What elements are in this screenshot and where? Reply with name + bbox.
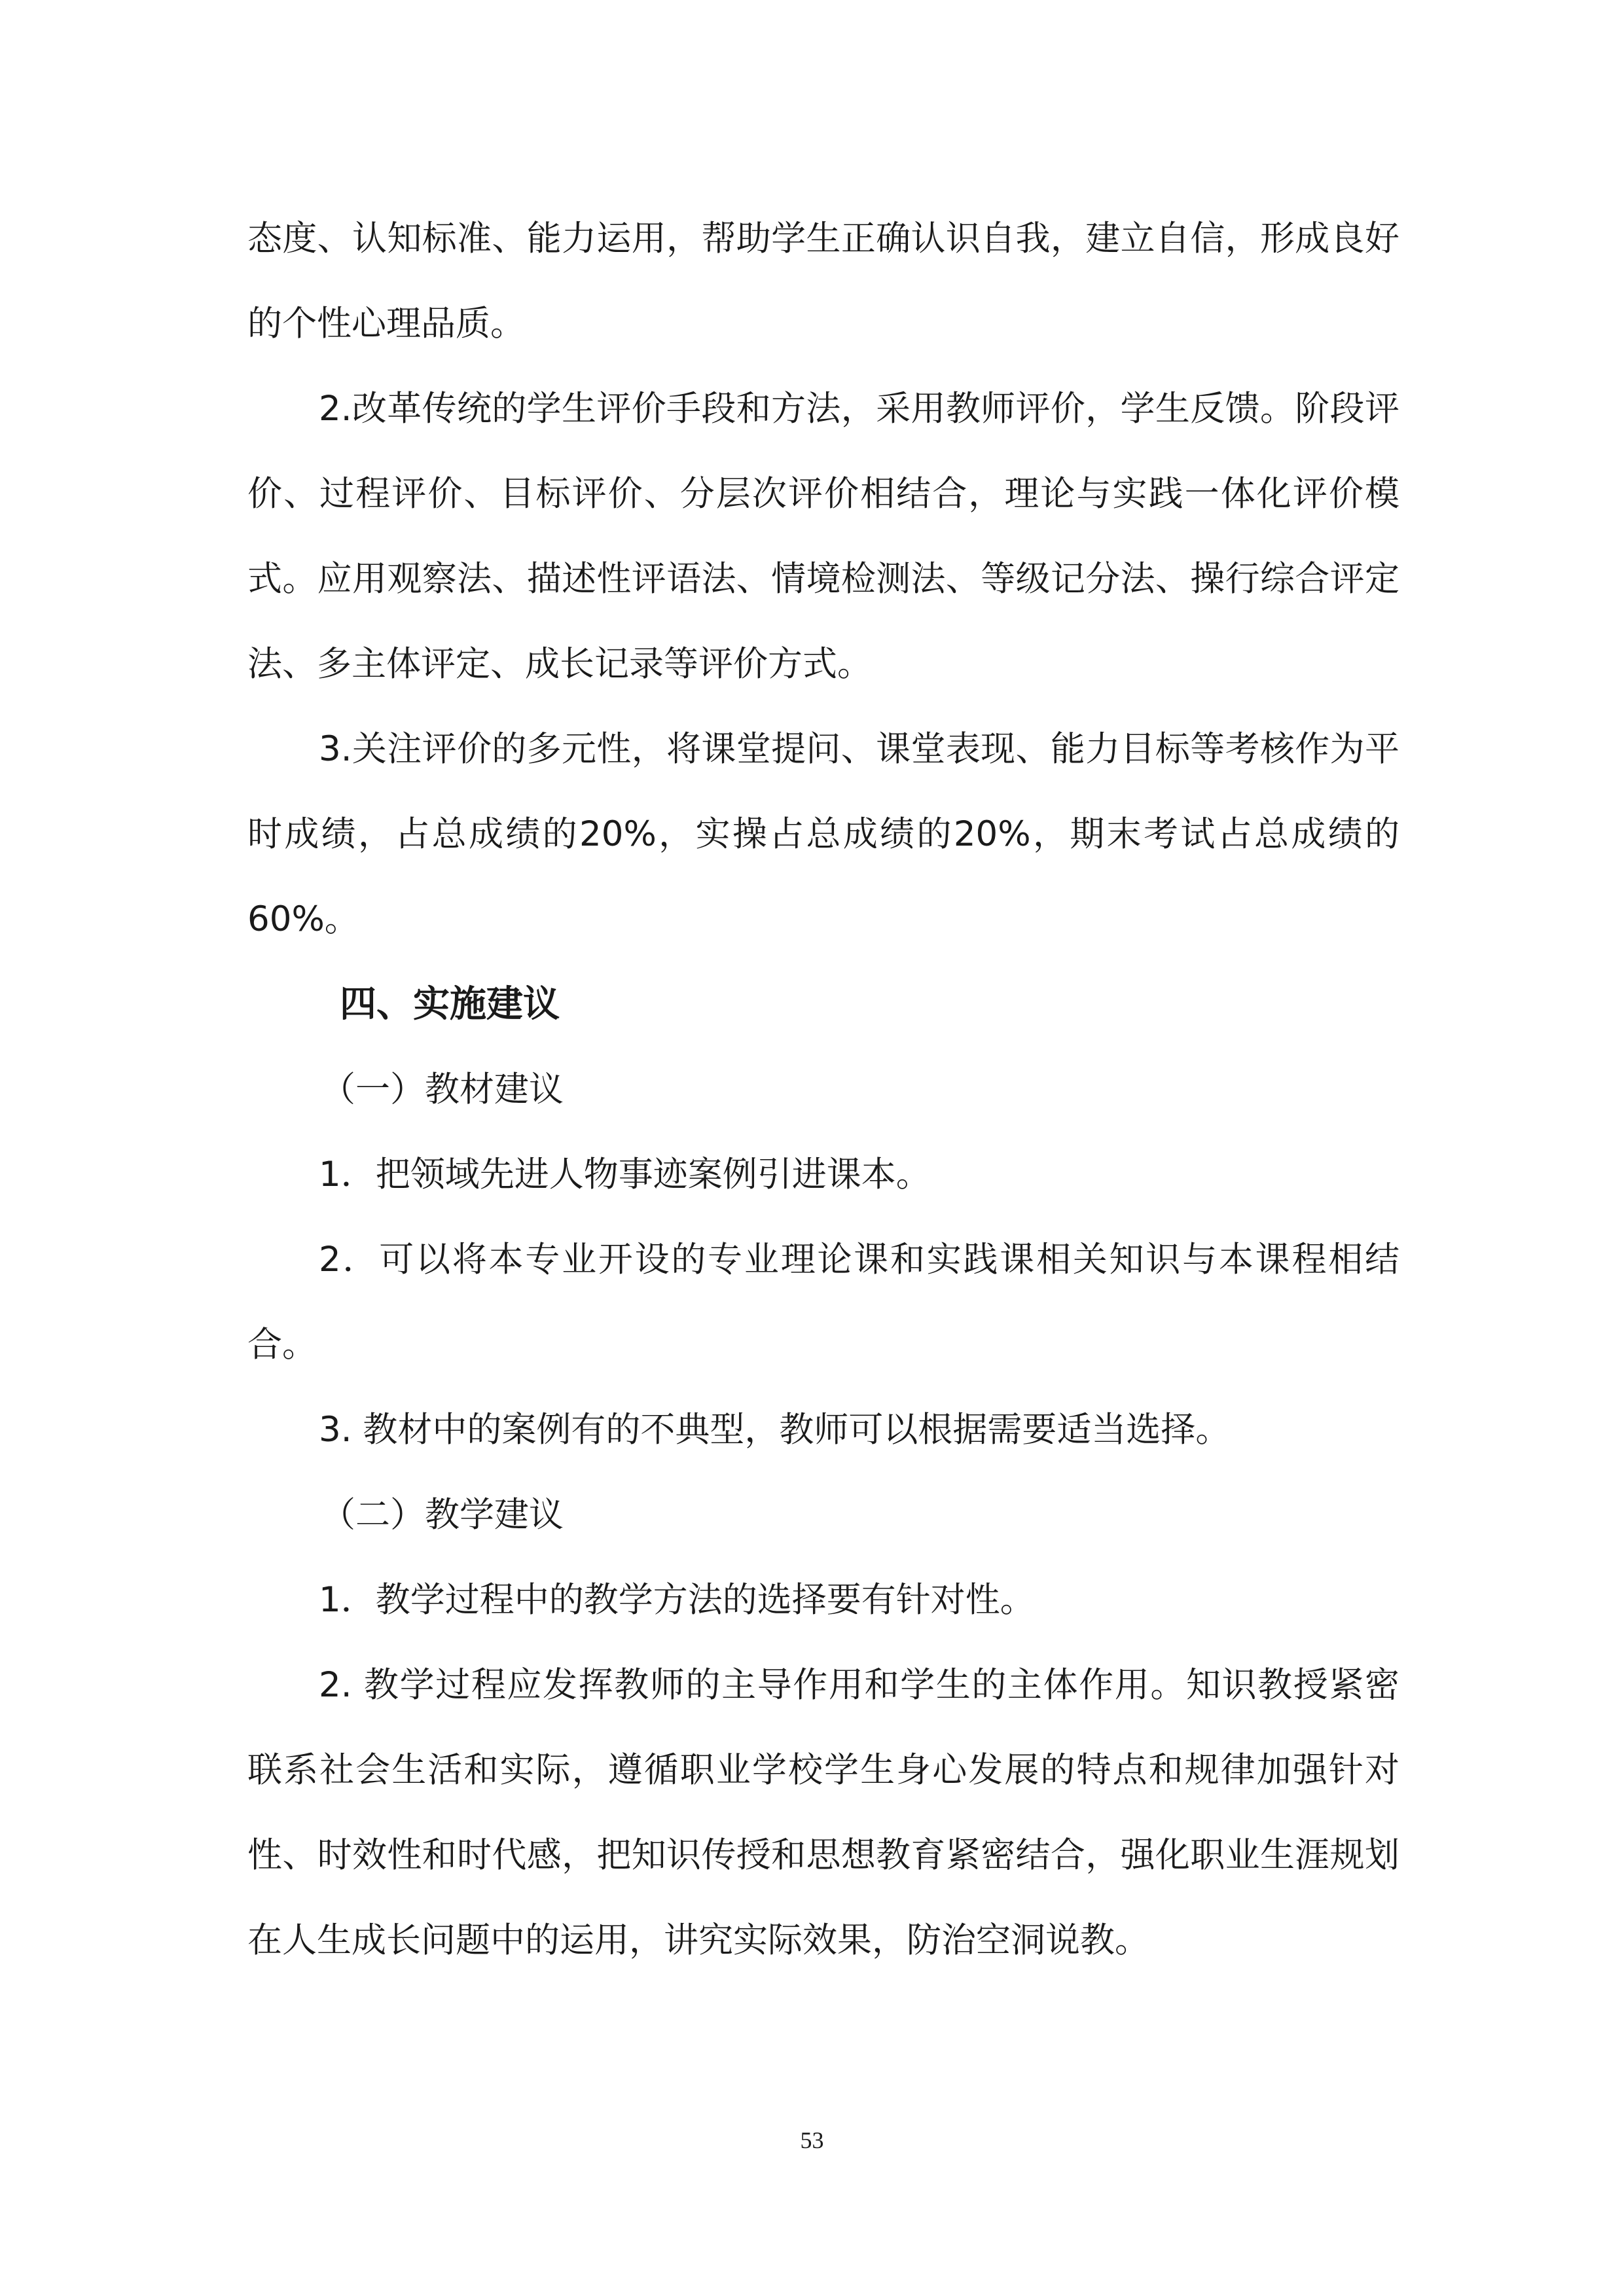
section-heading-implementation: 四、实施建议 [340, 983, 560, 1026]
subheading-teaching-suggestions: （二）教学建议 [321, 1495, 564, 1535]
teaching-item-2: 2. 教学过程应发挥教师的主导作用和学生的主体作用。知识教授紧密联系社会生活和实际，遵循职业学校学生身心发展的特点和规律加强针对性、时效性和时代感，把知识传授和思想教育紧密结合，强化职业生涯规划在人生成长问题中的运用，讲究实际效果，防治空洞说教。 [247, 1665, 1399, 1960]
teaching-item-1: 1．教学过程中的教学方法的选择要有针对性。 [319, 1580, 1035, 1620]
paragraph-evaluation-methods: 2.改革传统的学生评价手段和方法，采用教师评价，学生反馈。阶段评价、过程评价、目标评价、分层次评价相结合，理论与实践一体化评价模式。应用观察法、描述性评语法、情境检测法、等级记分法、操行综合评定法、多主体评定、成长记录等评价方式。 [247, 389, 1399, 684]
textbook-item-3: 3. 教材中的案例有的不典型，教师可以根据需要适当选择。 [319, 1410, 1231, 1450]
page-number: 53 [800, 2127, 824, 2153]
paragraph-evaluation-weights: 3.关注评价的多元性，将课堂提问、课堂表现、能力目标等考核作为平时成绩，占总成绩的20%，实操占总成绩的20%，期末考试占总成绩的60%。 [247, 729, 1399, 939]
paragraph-self-awareness: 态度、认知标准、能力运用，帮助学生正确认识自我，建立自信，形成良好的个性心理品质。 [247, 219, 1399, 344]
textbook-item-2: 2．可以将本专业开设的专业理论课和实践课相关知识与本课程相结合。 [247, 1240, 1399, 1365]
textbook-item-1: 1．把领域先进人物事迹案例引进课本。 [319, 1155, 931, 1194]
subheading-textbook-suggestions: （一）教材建议 [321, 1069, 564, 1109]
